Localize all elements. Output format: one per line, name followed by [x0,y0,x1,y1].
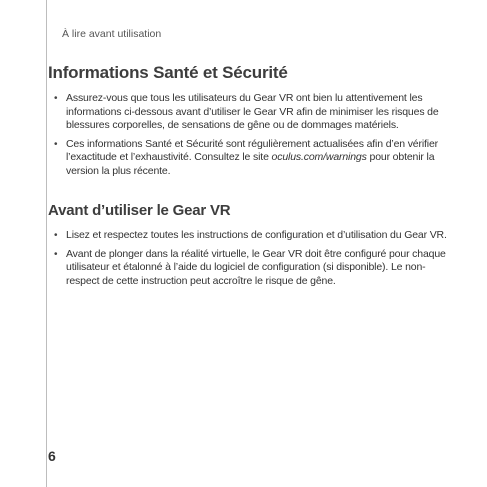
list-item [48,92,448,133]
running-header: À lire avant utilisation [62,28,162,40]
bullet-icon: • [54,230,58,241]
list-item [48,248,448,289]
list-item-text: Avant de plonger dans la réalité virtuelle, le Gear VR doit être configuré pour chaque utilisateur et étalonné à l’aide du logiciel de configuration (si disponible). Le non-respect de cette instruction peut accroître le risque de gêne. [66,247,446,287]
bullet-icon: • [54,138,58,150]
list-item-text: pour obtenir la version la plus récente. [66,151,435,177]
health-safety-list [48,92,448,178]
before-use-heading: Avant d’utiliser le Gear VR [48,202,231,219]
bullet-icon: • [54,93,58,104]
list-item-text: Lisez et respectez toutes les instructions de configuration et d’utilisation du Gear VR. [66,229,447,241]
warnings-link[interactable]: oculus.com/warnings [271,151,367,163]
before-use-list [48,229,448,288]
list-item-text: Ces informations Santé et Sécurité sont régulièrement actualisées afin d’en vérifier l’exactitude et l’exhaustivité. Consultez le site [66,137,439,163]
page-number: 6 [48,448,56,464]
list-item-text: Assurez-vous que tous les utilisateurs du Gear VR ont bien lu attentivement les informations ci-dessous avant d’utiliser le Gear VR afin de minimiser les risques de blessures corporelles, de sensations de gêne ou de dommages matériels. [66,92,439,131]
margin-rule [46,0,47,487]
bullet-icon: • [54,248,58,260]
list-item [48,229,448,243]
health-safety-heading: Informations Santé et Sécurité [48,63,288,82]
page-content [48,62,448,293]
list-item [48,138,448,179]
